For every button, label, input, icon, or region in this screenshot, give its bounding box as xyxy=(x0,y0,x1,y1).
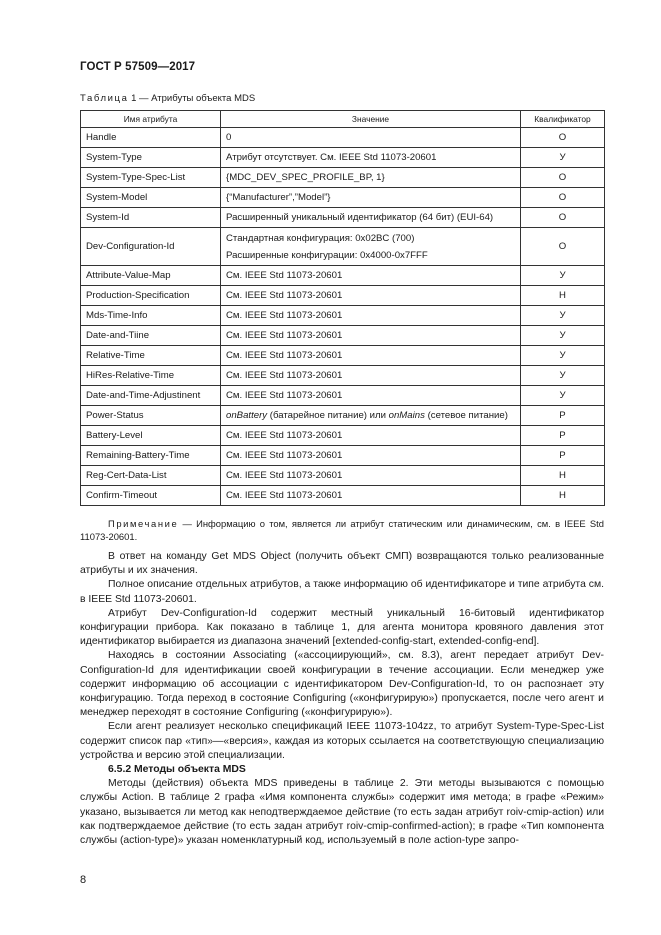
attribute-name: Date-and-Time-Adjustinent xyxy=(81,386,221,406)
attribute-value: См. IEEE Std 11073-20601 xyxy=(221,366,521,386)
table-row xyxy=(81,148,605,168)
table-row xyxy=(81,208,605,228)
table-row xyxy=(81,228,605,266)
attribute-value: Расширенный уникальный идентификатор (64 бит) (EUI-64) xyxy=(221,208,521,228)
attribute-qualifier: У xyxy=(521,386,605,406)
table-row xyxy=(81,168,605,188)
attribute-value-line: Стандартная конфигурация: 0x02BC (700) xyxy=(226,232,415,244)
paragraph: Полное описание отдельных атрибутов, а также информацию об идентификаторе и типе атрибута см. в IEEE Std 11073-20601. xyxy=(80,579,604,605)
attribute-name: Remaining-Battery-Time xyxy=(81,446,221,466)
table-row xyxy=(81,406,605,426)
attribute-value: {“Manufacturer”,”Model”} xyxy=(221,188,521,208)
attribute-qualifier: У xyxy=(521,266,605,286)
attributes-table xyxy=(80,110,605,506)
attribute-qualifier: Н xyxy=(521,286,605,306)
table-note xyxy=(80,517,604,543)
attribute-qualifier: Р xyxy=(521,426,605,446)
table-row xyxy=(81,306,605,326)
note-text: — Информацию о том, является ли атрибут статическим или динамическим, см. в IEEE Std 11073-20601. xyxy=(80,518,604,542)
attribute-qualifier: У xyxy=(521,326,605,346)
attribute-name: System-Id xyxy=(81,208,221,228)
attribute-value-italic: onMains xyxy=(388,410,425,421)
attribute-qualifier: Р xyxy=(521,446,605,466)
attribute-qualifier: О xyxy=(521,228,605,266)
attribute-name: Mds-Time-Info xyxy=(81,306,221,326)
table-row xyxy=(81,386,605,406)
attribute-name: Confirm-Timeout xyxy=(81,486,221,506)
attribute-value: См. IEEE Std 11073-20601 xyxy=(221,346,521,366)
table-caption xyxy=(80,93,255,104)
column-header-qualifier: Квалификатор xyxy=(521,111,605,128)
attribute-value-text: (сетевое питание) xyxy=(424,410,508,421)
attribute-name: Battery-Level xyxy=(81,426,221,446)
attribute-name: HiRes-Relative-Time xyxy=(81,366,221,386)
attribute-name: Relative-Time xyxy=(81,346,221,366)
table-row xyxy=(81,426,605,446)
paragraph: В ответ на команду Get MDS Object (получить объект СМП) возвращаются только реализованные атрибуты и их значения. xyxy=(80,551,604,577)
attribute-value-italic: onBattery xyxy=(226,410,268,421)
attribute-name: Dev-Configuration-Id xyxy=(81,228,221,266)
attribute-qualifier: У xyxy=(521,306,605,326)
table-header-row xyxy=(81,111,605,128)
table-row xyxy=(81,286,605,306)
attribute-qualifier: О xyxy=(521,168,605,188)
attribute-value: См. IEEE Std 11073-20601 xyxy=(221,386,521,406)
attribute-value: См. IEEE Std 11073-20601 xyxy=(221,486,521,506)
attribute-name: System-Type xyxy=(81,148,221,168)
table-row xyxy=(81,346,605,366)
attribute-name: Power-Status xyxy=(81,406,221,426)
attribute-qualifier: О xyxy=(521,188,605,208)
attribute-qualifier: Н xyxy=(521,466,605,486)
attribute-qualifier: О xyxy=(521,208,605,228)
attribute-value: См. IEEE Std 11073-20601 xyxy=(221,326,521,346)
column-header-name: Имя атрибута xyxy=(81,111,221,128)
attribute-name: System-Model xyxy=(81,188,221,208)
page-number: 8 xyxy=(80,874,87,886)
paragraph: Находясь в состоянии Associating («ассоциирующий», см. 8.3), агент передает атрибут Dev-Configuration-Id для идентификации своей конфигурации в течение ассоциации. Если менеджер уже содержит информацию об ассоциации с идентификатором Dev-Configuration-Id, то он распознает эту конфигурацию. Тогда переход в состояние Configuring («конфигурирую») пропускается, после чего агент и менеджер переходят в состояние Configuring («конфигурирую»). xyxy=(80,650,604,719)
table-row xyxy=(81,486,605,506)
table-row xyxy=(81,466,605,486)
attribute-value: Атрибут отсутствует. См. IEEE Std 11073-20601 xyxy=(221,148,521,168)
attribute-qualifier: Н xyxy=(521,486,605,506)
attribute-value: 0 xyxy=(221,128,521,148)
attribute-qualifier: У xyxy=(521,148,605,168)
attribute-name: Production-Specification xyxy=(81,286,221,306)
attribute-name: Date-and-Tiine xyxy=(81,326,221,346)
table-row xyxy=(81,266,605,286)
note-label: Примечание xyxy=(108,518,179,529)
attribute-value: См. IEEE Std 11073-20601 xyxy=(221,286,521,306)
attribute-value xyxy=(221,406,521,426)
paragraph: Атрибут Dev-Configuration-Id содержит местный уникальный 16-битовый идентификатор конфигурации прибора. Как показано в таблице 1, для агента монитора кровяного давления этот идентификатор выбирается из диапазона значений [extended-config-start, extended-config-end]. xyxy=(80,607,604,648)
attribute-value: См. IEEE Std 11073-20601 xyxy=(221,466,521,486)
attribute-qualifier: Р xyxy=(521,406,605,426)
attribute-name: System-Type-Spec-List xyxy=(81,168,221,188)
standard-header: ГОСТ Р 57509—2017 xyxy=(80,61,196,73)
attribute-value: См. IEEE Std 11073-20601 xyxy=(221,446,521,466)
attribute-value: См. IEEE Std 11073-20601 xyxy=(221,426,521,446)
attribute-name: Handle xyxy=(81,128,221,148)
attribute-value-line: Расширенные конфигурации: 0x4000-0x7FFF xyxy=(226,249,428,261)
attribute-qualifier: О xyxy=(521,128,605,148)
attribute-value: См. IEEE Std 11073-20601 xyxy=(221,306,521,326)
attribute-qualifier: У xyxy=(521,366,605,386)
table-row xyxy=(81,128,605,148)
table-caption-title: 1 — Атрибуты объекта MDS xyxy=(128,93,256,104)
table-row xyxy=(81,366,605,386)
attribute-value xyxy=(221,228,521,266)
attribute-qualifier: У xyxy=(521,346,605,366)
table-row xyxy=(81,188,605,208)
attribute-value: {MDC_DEV_SPEC_PROFILE_BP, 1} xyxy=(221,168,521,188)
table-row xyxy=(81,446,605,466)
table-row xyxy=(81,326,605,346)
section-heading: 6.5.2 Методы объекта MDS xyxy=(108,764,246,776)
paragraph: Если агент реализует несколько спецификаций IEEE 11073-104zz, то атрибут System-Type-Spec-List содержит список пар «тип»—«версия», каждая из которых ссылается на соответствующую специализацию устройства и версию этой специализации. xyxy=(80,721,604,761)
attribute-name: Attribute-Value-Map xyxy=(81,266,221,286)
table-caption-prefix: Таблица xyxy=(80,93,129,104)
attribute-value: См. IEEE Std 11073-20601 xyxy=(221,266,521,286)
body-text xyxy=(80,517,604,848)
column-header-value: Значение xyxy=(221,111,521,128)
attribute-value-text: (батарейное питание) или xyxy=(267,410,389,421)
paragraph: Методы (действия) объекта MDS приведены в таблице 2. Эти методы вызываются с помощью службы Action. В таблице 2 графа «Имя компонента службы» содержит имя метода; в графе «Режим» указано, вызывается ли метод как неподтверждаемое действие (то есть задан атрибут roiv-cmip-action) или как подтверждаемое действие (то есть задан атрибут roiv-cmip-confirmed-action); в графе «Тип компонента службы (action-type)» указан номенклатурный код, используемый в поле action-type запро- xyxy=(80,778,604,847)
attribute-name: Reg-Cert-Data-List xyxy=(81,466,221,486)
